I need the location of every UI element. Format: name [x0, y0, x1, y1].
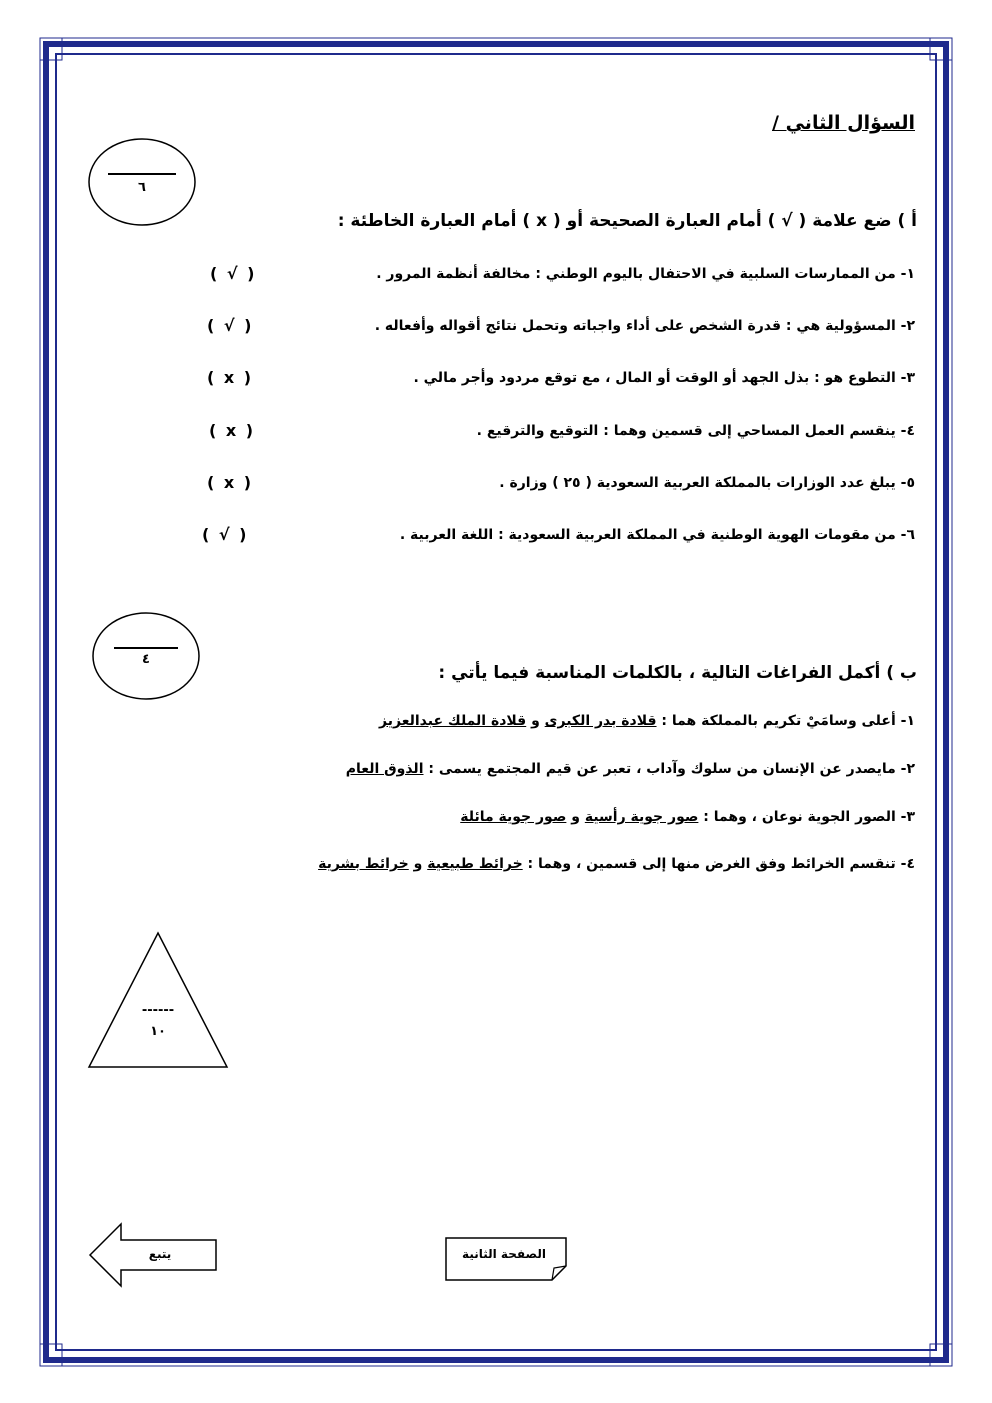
statement-5: ٥- يبلغ عدد الوزارات بالمملكة العربية السعودية ( ٢٥ ) وزارة . [499, 475, 915, 491]
statement-4: ٤- ينقسم العمل المساحي إلى قسمين وهما : التوقيع والترقيع . [476, 423, 915, 439]
fill-3-conj: و [566, 809, 585, 825]
total-score-value: ١٠ [150, 1024, 166, 1039]
statement-3: ٣- التطوع هو : بذل الجهد أو الوقت أو المال ، مع توقع مردود وأجر مالي . [413, 370, 915, 386]
fill-4-conj: و [408, 856, 428, 872]
fill-item-1 [379, 713, 915, 729]
score-b-value: ٤ [142, 652, 150, 667]
fill-3-answer-2: صور جوية مائلة [460, 809, 567, 825]
score-a-value: ٦ [138, 180, 146, 195]
fill-3-text: ٣- الصور الجوية نوعان ، وهما : [698, 809, 915, 825]
fill-item-4 [318, 856, 915, 872]
section-a-instruction: أ ) ضع علامة ( √ ) أمام العبارة الصحيحة أو ( x ) أمام العبارة الخاطئة : [337, 211, 917, 231]
question-title: السؤال الثاني / [772, 112, 915, 134]
fill-1-conj: و [526, 713, 545, 729]
total-score-triangle [86, 930, 230, 1070]
statement-1: ١- من الممارسات السلبية في الاحتفال باليوم الوطني : مخالفة أنظمة المرور . [376, 266, 915, 282]
fill-2-text: ٢- مايصدر عن الإنسان من سلوك وآداب ، تعبر عن قيم المجتمع يسمى : [423, 761, 915, 777]
answer-mark-3: ( x ) [207, 368, 254, 387]
fill-1-answer-2: قلادة الملك عبدالعزيز [379, 713, 527, 729]
total-score-dashes: ------ [141, 1003, 175, 1018]
answer-mark-5: ( x ) [207, 473, 254, 492]
fill-item-2 [346, 761, 915, 777]
page-label: الصفحة الثانية [462, 1247, 546, 1261]
section-b-instruction: ب ) أكمل الفراغات التالية ، بالكلمات المناسبة فيما يأتي : [438, 663, 917, 683]
fill-4-text: ٤- تنقسم الخرائط وفق الغرض منها إلى قسمين ، وهما : [522, 856, 915, 872]
statement-2: ٢- المسؤولية هي : قدرة الشخص على أداء واجباته وتحمل نتائج أقواله وأفعاله . [374, 318, 915, 334]
fill-4-answer-1: خرائط طبيعية [427, 856, 523, 872]
answer-mark-4: ( x ) [209, 421, 256, 440]
fill-item-3 [460, 809, 915, 825]
fill-4-answer-2: خرائط بشرية [318, 856, 409, 872]
fill-1-text: ١- أعلى وسامَيْ تكريم بالمملكة هما : [656, 713, 915, 729]
statement-6: ٦- من مقومات الهوية الوطنية في المملكة العربية السعودية : اللغة العربية . [399, 527, 915, 543]
answer-mark-6: ( √ ) [202, 525, 249, 544]
answer-mark-1: ( √ ) [210, 264, 257, 283]
answer-mark-2: ( √ ) [207, 316, 254, 335]
fill-2-answer-1: الذوق العام [345, 761, 424, 777]
fill-3-answer-1: صور جوية رأسية [584, 809, 699, 825]
continue-label: يتبع [148, 1247, 172, 1261]
fill-1-answer-1: قلادة بدر الكبرى [544, 713, 657, 729]
